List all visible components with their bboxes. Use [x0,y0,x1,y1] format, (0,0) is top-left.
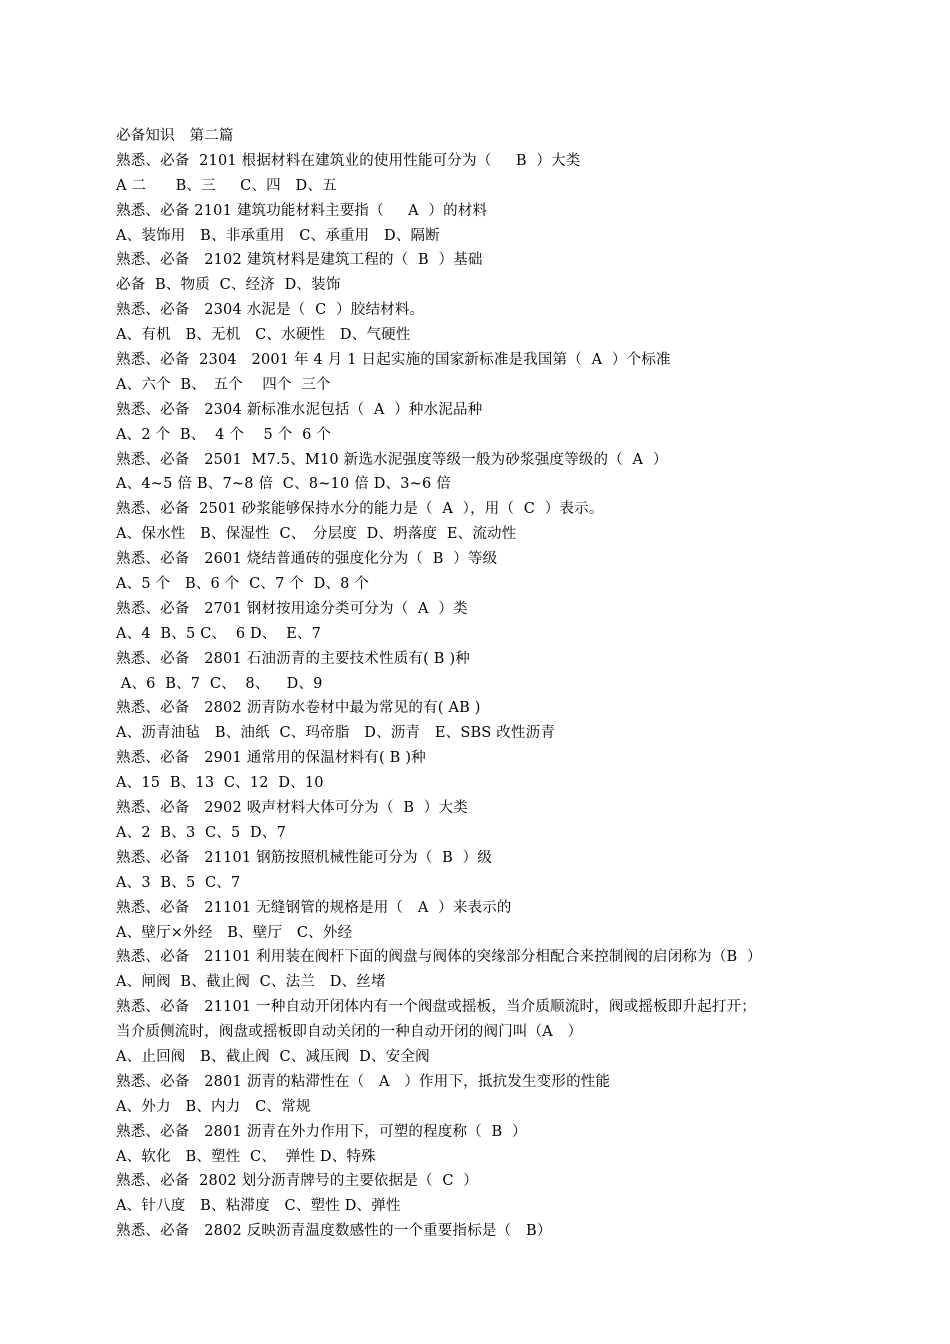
answer-options-line: A、保水性 B、保湿性 C、 分层度 D、坍落度 E、流动性 [116,526,517,543]
document-body [116,124,836,1244]
answer-options-line: A、装饰用 B、非承重用 C、承重用 D、隔断 [116,227,440,244]
answer-options-line: A、15 B、13 C、12 D、10 [116,775,324,792]
answer-options-line: A、闸阀 B、截止阀 C、法兰 D、丝堵 [116,974,386,991]
document-heading: 必备知识 第二篇 [116,128,234,144]
question-line: 熟悉、必备 21101 一种自动开闭体内有一个阀盘或摇板，当介质顺流时，阀或摇板即升起打开； [116,999,756,1016]
answer-options-line: A、4~5 倍 B、7~8 倍 C、8~10 倍 D、3~6 倍 [116,476,451,493]
answer-options-line: A、2 个 B、 4 个 5 个 6 个 [116,426,332,443]
question-line: 熟悉、必备 21101 利用装在阀杆下面的阀盘与阀体的突缘部分相配合来控制阀的启闭称为（B ） [116,949,762,966]
answer-options-line: A、外力 B、内力 C、常规 [116,1098,311,1115]
answer-options-line: A、4 B、5 C、 6 D、 E、7 [116,625,322,642]
question-line: 熟悉、必备 2601 烧结普通砖的强度化分为（ B ）等级 [116,551,498,568]
answer-options-line: A、止回阀 B、截止阀 C、减压阀 D、安全阀 [116,1048,430,1065]
question-line: 熟悉、必备 2101 根据材料在建筑业的使用性能可分为（ B ）大类 [116,152,581,169]
answer-options-line: A、2 B、3 C、5 D、7 [116,824,287,841]
question-line: 熟悉、必备 21101 无缝钢管的规格是用（ A ）来表示的 [116,899,512,916]
answer-options-line: A、3 B、5 C、7 [116,874,241,891]
answer-options-line: A、针八度 B、粘滞度 C、塑性 D、弹性 [116,1198,401,1215]
answer-options-line: A、六个 B、 五个 四个 三个 [116,376,331,393]
question-line: 熟悉、必备 2102 建筑材料是建筑工程的（ B ）基础 [116,252,483,269]
question-line: 熟悉、必备 2801 沥青的粘滞性在（ A ）作用下，抵抗发生变形的性能 [116,1073,611,1090]
question-line: 熟悉、必备 2501 M7.5、M10 新选水泥强度等级一般为砂浆强度等级的（ A ） [116,451,668,468]
question-line: 熟悉、必备 2501 砂浆能够保持水分的能力是（ A ），用（ C ）表示。 [116,501,604,518]
question-line: 熟悉、必备 2901 通常用的保温材料有( B )种 [116,750,426,767]
question-line: 熟悉、必备 2304 水泥是（ C ）胶结材料。 [116,302,425,319]
question-line-continued: 当介质侧流时，阀盘或摇板即自动关闭的一种自动开闭的阀门叫（A ） [116,1024,583,1041]
question-line: 熟悉、必备 2802 沥青防水卷材中最为常见的有( AB ) [116,700,481,717]
answer-options-line: A、5 个 B、6 个 C、7 个 D、8 个 [116,576,370,593]
answer-options-line: A、6 B、7 C、 8、 D、9 [116,675,323,692]
answer-options-line: 必备 B、物质 C、经济 D、装饰 [116,277,341,294]
answer-options-line: A、沥青油毡 B、油纸 C、玛帝脂 D、沥青 E、SBS 改性沥青 [116,725,556,742]
question-line: 熟悉、必备 21101 钢筋按照机械性能可分为（ B ）级 [116,849,493,866]
question-line: 熟悉、必备 2304 新标准水泥包括（ A ）种水泥品种 [116,401,483,418]
question-line: 熟悉、必备 2802 反映沥青温度数感性的一个重要指标是（ B） [116,1223,552,1240]
answer-options-line: A、壁厅×外经 B、壁厅 C、外经 [116,924,353,941]
answer-options-line: A、软化 B、塑性 C、 弹性 D、特殊 [116,1148,376,1165]
question-line: 熟悉、必备 2801 沥青在外力作用下，可塑的程度称（ B ） [116,1123,527,1140]
question-line: 熟悉、必备 2701 钢材按用途分类可分为（ A ）类 [116,600,468,617]
question-line: 熟悉、必备 2801 石油沥青的主要技术性质有( B )种 [116,650,470,667]
answer-options-line: A 二 B、三 C、四 D、五 [116,177,337,194]
question-line: 熟悉、必备 2101 建筑功能材料主要指（ A ）的材料 [116,202,488,219]
question-line: 熟悉、必备 2802 划分沥青牌号的主要依据是（ C ） [116,1173,478,1190]
answer-options-line: A、有机 B、无机 C、水硬性 D、气硬性 [116,327,411,344]
question-line: 熟悉、必备 2902 吸声材料大体可分为（ B ）大类 [116,800,468,817]
question-line: 熟悉、必备 2304 2001 年 4 月 1 日起实施的国家新标准是我国第（ A ）个标准 [116,352,671,369]
